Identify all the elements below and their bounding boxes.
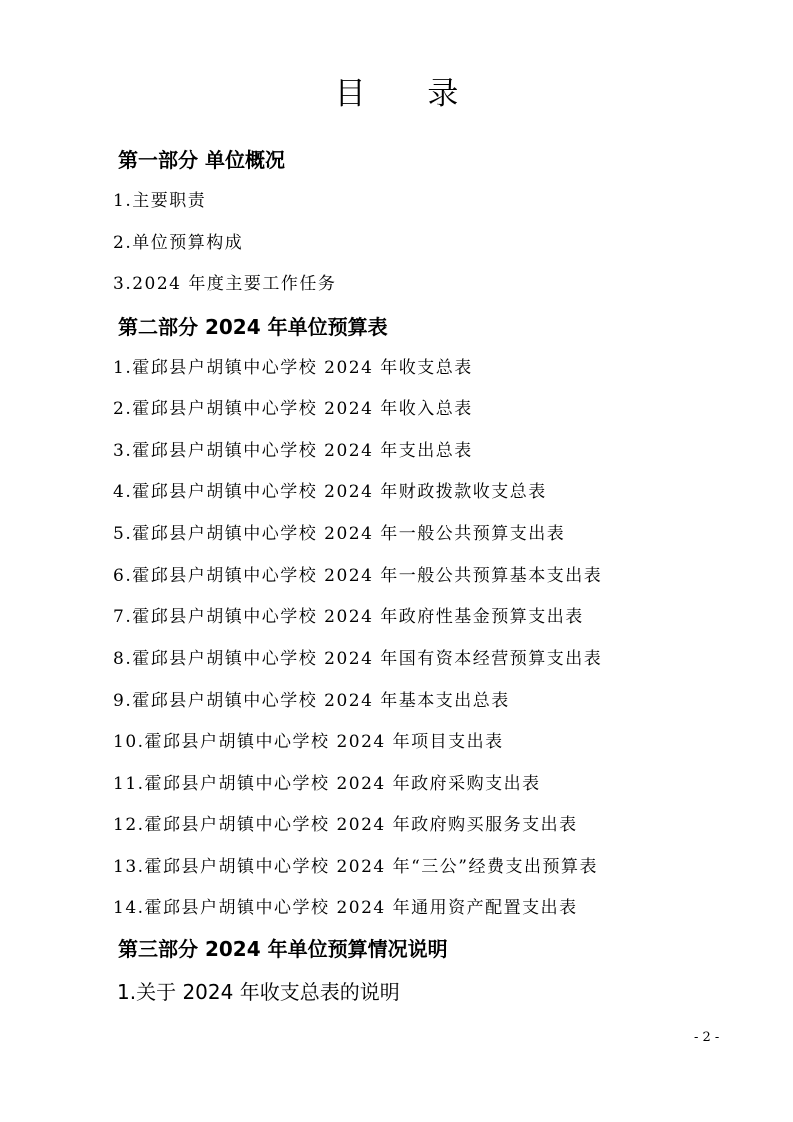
toc-item: 9.霍邱县户胡镇中心学校 2024 年基本支出总表	[113, 691, 510, 711]
toc-item: 3.2024 年度主要工作任务	[113, 274, 337, 294]
toc-item: 13.霍邱县户胡镇中心学校 2024 年“三公”经费支出预算表	[113, 857, 598, 877]
page-title: 目 录	[334, 76, 485, 112]
toc-item: 4.霍邱县户胡镇中心学校 2024 年财政拨款收支总表	[113, 482, 547, 502]
toc-item: 1.关于 2024 年收支总表的说明	[117, 980, 400, 1004]
toc-item: 8.霍邱县户胡镇中心学校 2024 年国有资本经营预算支出表	[113, 649, 603, 669]
toc-item: 10.霍邱县户胡镇中心学校 2024 年项目支出表	[113, 732, 504, 752]
toc-item: 12.霍邱县户胡镇中心学校 2024 年政府购买服务支出表	[113, 815, 578, 835]
toc-item: 11.霍邱县户胡镇中心学校 2024 年政府采购支出表	[113, 774, 541, 794]
page-number: - 2 -	[694, 1030, 720, 1045]
section-heading-part1: 第一部分 单位概况	[118, 148, 285, 172]
toc-item: 5.霍邱县户胡镇中心学校 2024 年一般公共预算支出表	[113, 524, 566, 544]
toc-item: 6.霍邱县户胡镇中心学校 2024 年一般公共预算基本支出表	[113, 566, 603, 586]
toc-item: 14.霍邱县户胡镇中心学校 2024 年通用资产配置支出表	[113, 898, 578, 918]
toc-item: 1.霍邱县户胡镇中心学校 2024 年收支总表	[113, 358, 473, 378]
toc-item: 7.霍邱县户胡镇中心学校 2024 年政府性基金预算支出表	[113, 607, 584, 627]
toc-item: 2.单位预算构成	[113, 233, 244, 253]
section-heading-part3: 第三部分 2024 年单位预算情况说明	[118, 937, 448, 961]
toc-item: 1.主要职责	[113, 191, 207, 211]
toc-item: 2.霍邱县户胡镇中心学校 2024 年收入总表	[113, 399, 473, 419]
section-heading-part2: 第二部分 2024 年单位预算表	[118, 315, 388, 339]
toc-item: 3.霍邱县户胡镇中心学校 2024 年支出总表	[113, 441, 473, 461]
